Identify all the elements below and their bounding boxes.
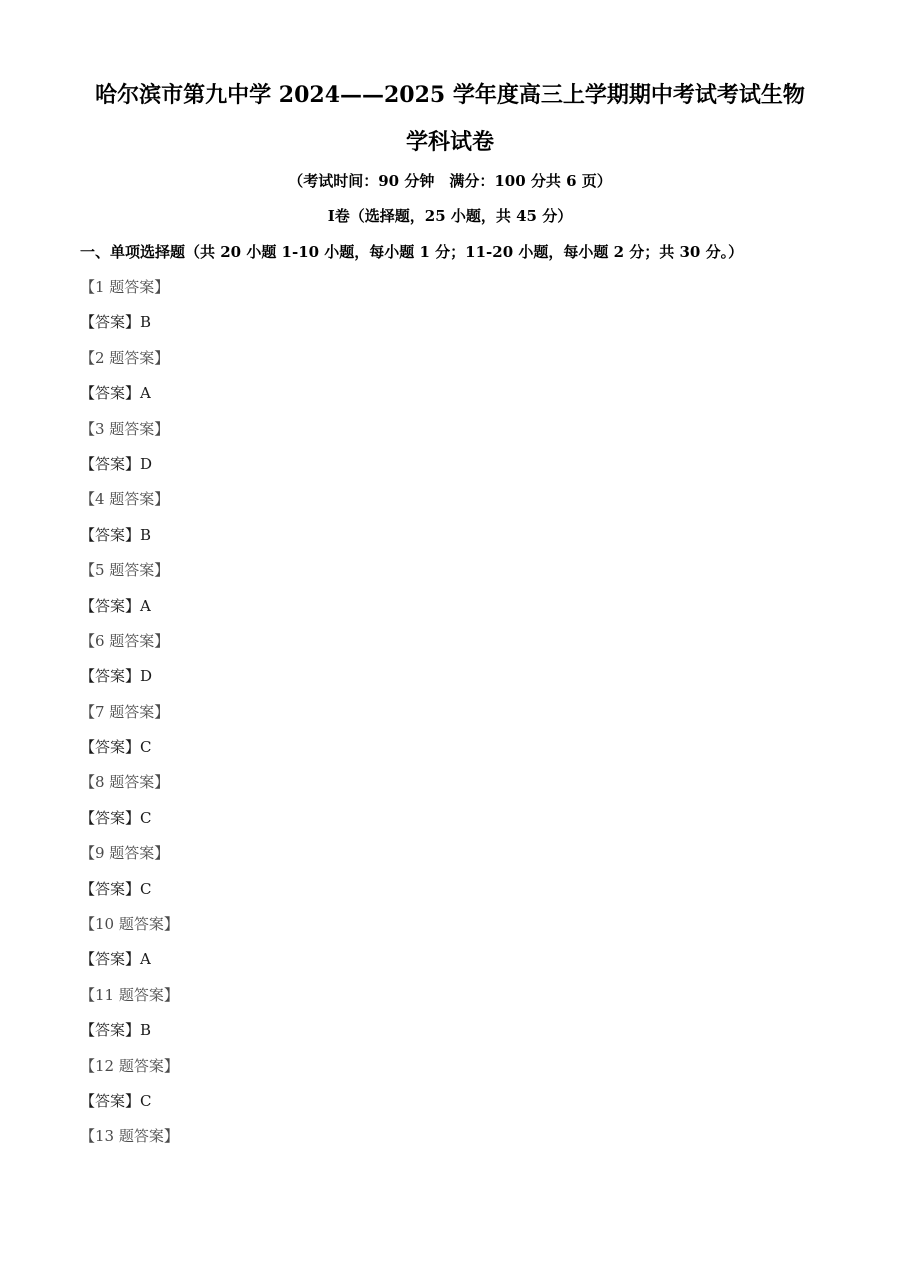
question-label: 【5 题答案】 [80, 561, 170, 580]
answer-list [80, 276, 840, 1161]
question-label: 【7 题答案】 [80, 702, 170, 721]
answer-line: 【答案】B [80, 313, 152, 332]
answer-line: 【答案】B [80, 1021, 152, 1040]
question-label: 【11 题答案】 [80, 985, 179, 1004]
answer-line: 【答案】D [80, 667, 153, 686]
answer-line: 【答案】A [80, 950, 151, 969]
question-label: 【13 题答案】 [80, 1127, 179, 1146]
answer-line: 【答案】A [80, 596, 151, 615]
question-label: 【8 题答案】 [80, 773, 170, 792]
question-label: 【4 题答案】 [80, 490, 170, 509]
answer-line: 【答案】C [80, 738, 152, 757]
part-heading: Ⅰ卷（选择题，25 小题，共 45 分） [327, 207, 573, 225]
answer-line: 【答案】C [80, 808, 152, 827]
section-heading: 一、单项选择题（共 20 小题 1-10 小题，每小题 1 分；11-20 小题，每小题 2 分；共 30 分。） [80, 243, 744, 261]
question-label: 【6 题答案】 [80, 631, 170, 650]
question-label: 【3 题答案】 [80, 419, 170, 438]
answer-line: 【答案】B [80, 525, 152, 544]
document-title-line-1: 哈尔滨市第九中学 2024——2025 学年度高三上学期期中考试考试生物 [95, 82, 805, 108]
question-label: 【2 题答案】 [80, 348, 170, 367]
question-label: 【9 题答案】 [80, 844, 170, 863]
question-label: 【12 题答案】 [80, 1056, 179, 1075]
document-title-line-2: 学科试卷 [405, 129, 494, 155]
question-label: 【10 题答案】 [80, 915, 179, 934]
answer-line: 【答案】C [80, 1091, 152, 1110]
answer-line: 【答案】A [80, 384, 151, 403]
exam-info: （考试时间：90 分钟 满分：100 分共 6 页） [288, 172, 612, 190]
answer-line: 【答案】C [80, 879, 152, 898]
answer-line: 【答案】D [80, 454, 153, 473]
question-label: 【1 题答案】 [80, 278, 170, 296]
